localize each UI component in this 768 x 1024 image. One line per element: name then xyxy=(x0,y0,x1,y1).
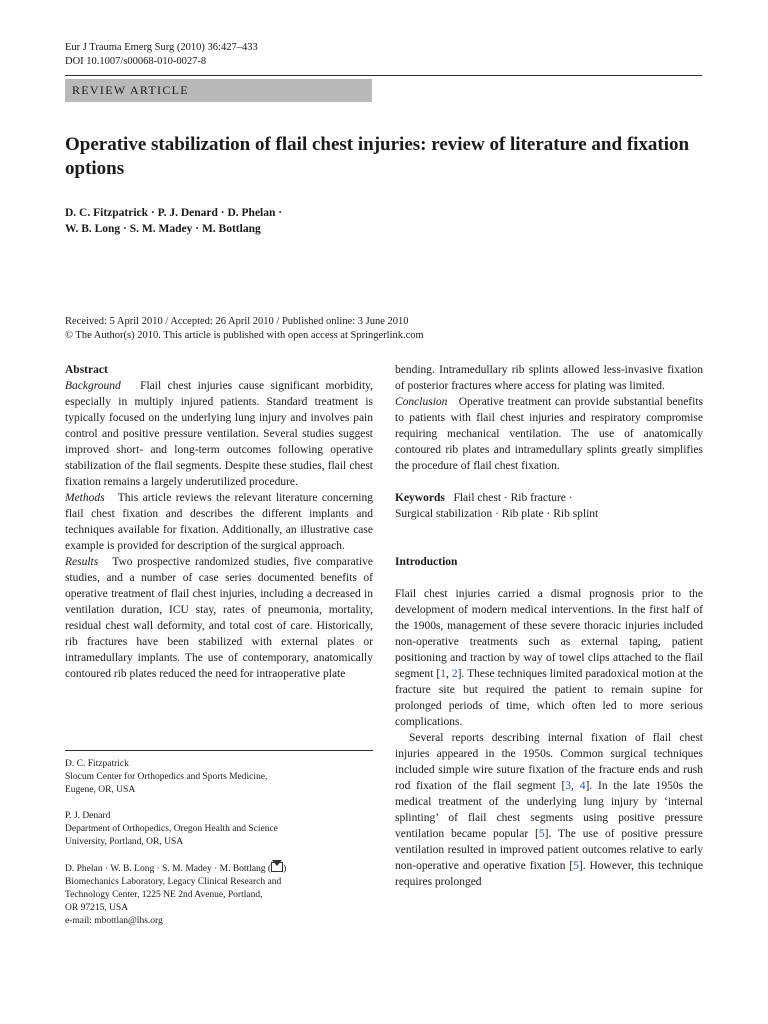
affiliation-3 xyxy=(65,862,373,928)
citation-link[interactable]: 4 xyxy=(579,780,586,792)
introduction-heading: Introduction xyxy=(395,556,458,568)
footnote-rule xyxy=(65,750,373,751)
publication-dates xyxy=(65,315,705,343)
abstract-methods xyxy=(65,490,373,554)
received-line: Received: 5 April 2010 / Accepted: 26 April 2010 / Published online: 3 June 2010 xyxy=(65,316,409,327)
article-title: Operative stabilization of flail chest injuries: review of literature and fixation options xyxy=(65,134,690,179)
intro-paragraph-1: Flail chest injuries carried a dismal prognosis prior to the development of modern medical interventions. In the first half of the 1900s, management of these severe thoracic injuries included non-operative treatments such as external taping, patient positioning and traction by way of towel clips attached to the flail segment [1, 2]. These techniques limited paradoxical motion at the fracture site but required the patient to remain supine for prolonged periods of time, which often led to more serious complications. xyxy=(395,588,704,728)
header-rule xyxy=(65,75,702,76)
right-column xyxy=(395,362,703,890)
affiliation-1 xyxy=(65,758,373,797)
intro-text: ]. However, this technique requires prolonged xyxy=(395,860,703,888)
abstract-column xyxy=(65,362,373,682)
conclusion-label: Conclusion xyxy=(395,396,448,408)
intro-text: ]. These techniques limited paradoxical motion at the fracture site but required the patient to remain supine for prolonged periods of time, which often led to more serious complications. xyxy=(395,668,704,728)
intro-text: ]. In the late 1950s the medical treatment of the underlying lung injury by ‘internal splinting’ of flail chest segments using positive pressure ventilation became popular [ xyxy=(395,780,703,840)
abstract-heading: Abstract xyxy=(65,364,108,376)
background-text: Flail chest injuries cause significant morbidity, especially in multiply injured patients. Standard treatment is typically focused on the underlying lung injury and involves pain control and positive pressure ventilation. Several studies suggest improved short- and long-term outcomes following operative stabilization of the flail segments. Despite these studies, flail chest fixation remains a largely underutilized procedure. xyxy=(65,380,374,488)
conclusion-text: Operative treatment can provide substantial benefits to patients with flail chest injuries and respiratory compromise requiring mechanical ventilation. The use of anatomically contoured rib plates and intramedullary splints greatly simplifies the procedure of flail chest fixation. xyxy=(395,396,703,472)
affiliation-2 xyxy=(65,810,373,849)
author-line-1: D. C. Fitzpatrick · P. J. Denard · D. Phelan · xyxy=(65,207,283,219)
envelope-icon[interactable] xyxy=(271,862,283,872)
citation-link[interactable]: 3 xyxy=(565,780,572,792)
intro-text: Flail chest injuries carried a dismal prognosis prior to the development of modern medical interventions. In the first half of the 1900s, management of these severe thoracic injuries included non-operative treatments such as external taping, patient positioning and traction by way of towel clips attached to the flail segment [ xyxy=(395,588,703,680)
affiliation-line: Department of Orthopedics, Oregon Health and Science xyxy=(65,824,278,834)
background-label: Background xyxy=(65,380,121,392)
affiliation-line: OR 97215, USA xyxy=(65,903,129,913)
affiliation-author: P. J. Denard xyxy=(65,811,111,821)
article-type-banner: REVIEW ARTICLE xyxy=(65,79,372,102)
affiliation-line: Eugene, OR, USA xyxy=(65,785,136,795)
methods-label: Methods xyxy=(65,492,105,504)
citation-link[interactable]: 5 xyxy=(573,860,579,872)
results-continued: bending. Intramedullary rib splints allowed less-invasive fixation of posterior fractures where access for plating was limited. xyxy=(395,364,703,392)
affiliation-line: Biomechanics Laboratory, Legacy Clinical Research and xyxy=(65,877,282,887)
abstract-conclusion xyxy=(395,394,703,474)
keywords xyxy=(395,490,703,522)
intro-text: Several reports describing internal fixation of flail chest injuries appeared in the 1950s. Common surgical techniques included simple wire suture fixation of the fracture ends and rush rod fixation of the flail segment [ xyxy=(395,732,703,792)
affiliation-line: Technology Center, 1225 NE 2nd Avenue, Portland, xyxy=(65,890,263,900)
contact-email[interactable]: e-mail: mbottlan@lhs.org xyxy=(65,916,163,926)
results-label: Results xyxy=(65,556,99,568)
citation-link[interactable]: 5 xyxy=(538,828,545,840)
affiliation-author: D. C. Fitzpatrick xyxy=(65,759,129,769)
citation-link[interactable]: 1 xyxy=(440,668,446,680)
intro-paragraph-2: Several reports describing internal fixation of flail chest injuries appeared in the 1950s. Common surgical techniques included simple wire suture fixation of the fracture ends and rush rod fixation of the flail segment [3, 4]. In the late 1950s the medical treatment of the underlying lung injury by ‘internal splinting’ of flail chest segments using positive pressure ventilation became popular [5]. The use of positive pressure ventilation resulted in improved patient outcomes relative to early non-operative and operative fixation [5]. However, this technique requires prolonged xyxy=(395,732,703,888)
results-text: Two prospective randomized studies, five comparative studies, and a number of case series documented benefits of operative treatment of flail chest injuries, including a decreased in ventilation duration, ICU stay, rates of pneumonia, mortality, residual chest wall deformity, and total cost of care. Historically, rib fractures have been stabilized with external plates or intramedullary implants. The use of contemporary, anatomically contoured rib plates reduced the need for intraoperative plate xyxy=(65,556,373,680)
intro-text: ]. The use of positive pressure ventilation resulted in improved patient outcomes relative to early non-operative and operative fixation [ xyxy=(395,828,703,872)
abstract-background xyxy=(65,378,373,490)
affiliation-paren: ) xyxy=(283,864,287,874)
journal-citation: Eur J Trauma Emerg Surg (2010) 36:427–433 xyxy=(65,42,258,53)
keywords-line-2: Surgical stabilization · Rib plate · Rib splint xyxy=(395,508,599,520)
copyright-line: © The Author(s) 2010. This article is published with open access at Springerlink.com xyxy=(65,330,424,341)
citation-link[interactable]: 2 xyxy=(451,668,458,680)
affiliation-line: University, Portland, OR, USA xyxy=(65,837,184,847)
affiliation-line: Slocum Center for Orthopedics and Sports Medicine, xyxy=(65,772,268,782)
methods-text: This article reviews the relevant literature concerning flail chest fixation and describes the different implants and techniques available for fixation. Additionally, an illustrative case example is provided for description of the surgical approach. xyxy=(65,492,373,552)
author-line-2: W. B. Long · S. M. Madey · M. Bottlang xyxy=(65,223,261,235)
affiliation-author-names: D. Phelan · W. B. Long · S. M. Madey · M. Bottlang ( xyxy=(65,864,272,874)
doi[interactable]: DOI 10.1007/s00068-010-0027-8 xyxy=(65,56,207,67)
keywords-line-1: Flail chest · Rib fracture · xyxy=(453,492,573,504)
affiliation-author xyxy=(65,862,373,876)
keywords-label: Keywords xyxy=(395,492,445,504)
abstract-results xyxy=(65,554,373,682)
author-list xyxy=(65,205,465,237)
